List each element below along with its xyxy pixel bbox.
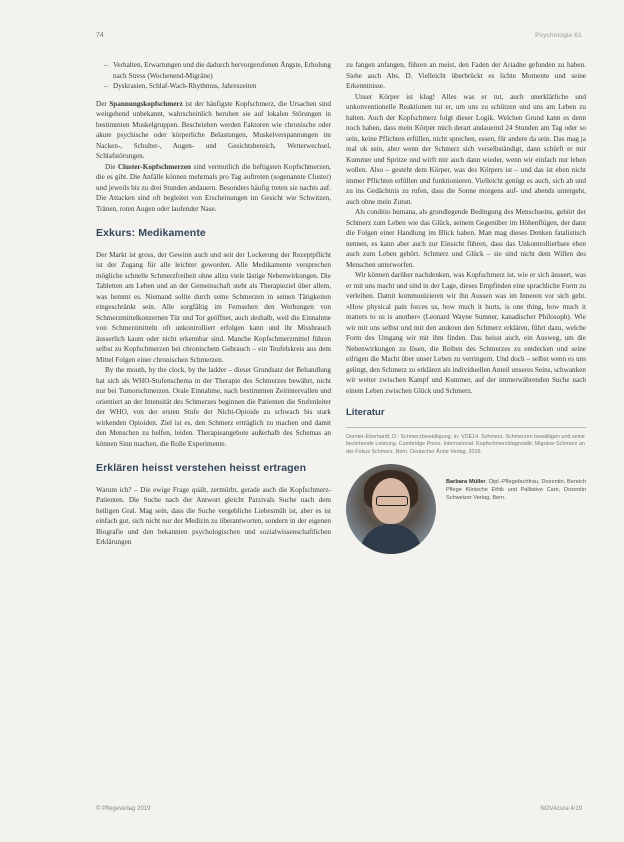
footer-left: © Pflegeverlag 2019	[96, 806, 151, 812]
literature-text: Dornier-Eberhardt, D.: Schmerzbewältigung. In: VDE14. Schmerz. Schmerzen bewältigen und seine beziehende Leistung. Cambridge Press. International. Kopfschmerzdiagnostik: Migräne-Schmerz an der Fokus Schmerz. Bern. Deutscher Ärzte Verlag. 2016.	[346, 433, 585, 455]
paragraph-nachdenken: Wir können darüber nachdenken, was Kopfschmerz ist, wie er sich äussert, was er mit uns macht und sind in der Lage, dieses Empfinden eine sprachliche Form zu verleihen. Damit kommunizieren wir ihn Aussen was im Inneren vor sich geht. »How physical pain forces us, how much it hurts, is one thing, how much it matters to us is another« (Leonard Wayne Sumner, kanadischer Philosoph). Wie wir mit uns selbst und mit den anderen den Schmerz erklären, führt dazu, welche Form des Umgang wir mit ihm finden. Das heisst auch, ein Ausweg, um die Nebenwirkungen zu lösen, die Reiben des Schmerzes zu entdecken und seine eifrigen die Macht über unser Leben zu verringern. Und doch – selbst wenn es uns gelingt, den Schmerz zu erklären als individuellen Anteil unseres Seins, schwanken wir weiter zwischen Kampf und Kummer, auf der immerwährenden Suche nach einem Leben zwischen Glück und Schmerz.	[346, 271, 586, 395]
heading-erklaeren: Erklären heisst verstehen heisst ertragen	[96, 462, 307, 474]
literature-heading: Literatur	[346, 407, 385, 418]
paragraph-who-schema: By the mouth, by the clock, by the ladder – dieser Grundsatz der Behandlung hat sich als WHO-Stufenschema in der Therapie des Schmerzes bewährt, nicht nur bei Tumorschmerzen. Orale Einnahme, nach bestimmten Zeitintervallen und orientiert an der Intensität des Schmerzes beginnen die Patienten die Stufenleiter der WHO, von der ersten Stufe der Nicht-Opioide zu schwach bis stark wirkenden Opioiden. Ziel ist es, den Schmerz erträglich zu machen und damit den Menschen zu helfen, leiden. Therapieangebote außerhalb des Schemas an können Sinn machen, die Rolle Experimente.	[96, 366, 331, 448]
paragraph-koerper: Unser Körper ist klug! Alles was er tut, auch unerklärliche und unkonventionelle Reaktionen tut er, um uns zu schützen und uns am Leben zu halten. Auch der Kopfschmerz folgt dieser Logik. Welchen Grund kann es denn noch haben, dass mein Körper mich derart andauernd 24 Stunden am Tag oder so sein, keine Pflichten erfüllen, nicht sprechen, essen, für andere da sein. Das mag ja mal ok sein, aber wenn der Schmerz sich verselbständigt, dann schürft er mir Kummer und Spritze und wirft mir auch dann wieder, wenn wir einfach nur leben wollen. Also – gesteht dem Körper, was des Körpers ist – und das ist eben nicht immer Pflichten erfüllen und funktionieren. Vielleicht genügt es auch, sich ab und zu ins Gedächtnis zu rufen, dass die Sonne morgens auf- und abends untergeht, auch ohne mein Zutun.	[346, 92, 586, 206]
paragraph-cluster: Die Cluster-Kopfschmerzen sind vermutlich die heftigsten Kopfschmerzen, die es gibt. Die Anfälle können mehrmals pro Tag auftreten (sogenannte Cluster) und jeweils bis zu drei Stunden andauern. Besonders häufig treten sie nachts auf. Die Attacken sind oft begleitet von Erscheinungen im Gesicht wie Schwitzen, Tränen, roten Augen oder laufender Nase.	[96, 162, 331, 213]
running-head: Psychologie 61	[535, 32, 582, 39]
paragraph-conditio-humana: Als conditio humana, als grundlegende Bedingung des Menschseins, gehört der Schmerz zum Leben wie das Glück, seinem Gegenüber im Höhenflügen, der dann die Folgen einer Handlung im Blick haben. Man mag dieses Denken fatalistisch nennen, es kann aber auch zur Einsicht führen, dass das Unkontrollierbare eben auch zum Leben gehört. Schmerz und Glück – sie sind nicht dem Willen des Menschen unterworfen.	[346, 208, 586, 269]
bullet-item: – Dyskrasien, Schlaf-Wach-Rhythmus, Jahreszeiten	[106, 81, 331, 92]
left-column	[96, 60, 331, 548]
author-box	[346, 464, 586, 554]
author-photo	[346, 464, 436, 554]
page-number: 74	[96, 32, 104, 39]
literature-divider	[346, 427, 586, 428]
right-column	[346, 60, 586, 554]
bullet-list	[96, 60, 331, 92]
footer-right: NOVAcura 4/19	[540, 806, 582, 812]
paragraph-warum-ich: Warum ich? – Die ewige Frage quält, zermürbt, gerade auch die Kopfschmerz-Patienten. Die Suche nach der Antwort gleicht Parzivals Suche nach dem heiligen Gral. Mag sein, dass die Suche vergebliche Liebesmüh ist, aber es ist einfach gut, sich nicht nur der Medizin zu überantworten, sondern in der eigenen Biografie und den bekannten psychologischen und sozialwissenschaftlichen Erklärungen	[96, 485, 331, 546]
author-bio: Barbara Müller, Dipl.-Pflegefachfrau, Dozentin, Bereich Pflege Klinische Ethik und Palliative Care, Dozentin Schweizer Verlag, Bern.	[446, 479, 587, 502]
heading-exkurs-medikamente: Exkurs: Medikamente	[96, 227, 206, 239]
bullet-item: – Verhalten, Erwartungen und die dadurch hervorgerufenen Ängste, Erholung nach Stress (Wochenend-Migräne)	[106, 60, 331, 81]
author-name: Barbara Müller	[446, 479, 486, 486]
paragraph-ariadne: zu fangen anfangen, führen an meist, den Faden der Ariadne gefunden zu haben. Siehe auch Abs. D. Vielleicht überbrückt es lichte Momente und seine Erkenntnisse.	[346, 61, 586, 90]
paragraph-medikamente: Der Markt ist gross, der Gewinn auch und seit der Lockerung der Rezeptpflicht ist der Zugang für alle leichter geworden. Alle Medikamente versprechen mögliche schnelle Schmerzfreiheit ohne allzu viele lästige Nebenwirkungen. Die Tabletten am Leben und an der Gemeinschaft steht als Therapieziel über allem, was hemmt es. Niemand sollte durch seine Schmerzen in seinen Tätigkeiten eingeschränkt sein. Alle sorgfältig im Fernsehen den Werbungen von Schmerzmittelkonzernen Tür und Tor geöffnet, auch deshalb, weil die Einnahme von Schmerzmitteln oft unkontrolliert erfolgen kann und ihr Missbrauch äusserlich kaum oder nicht erkennbar sind. Manche Kopfschmerzmittel führen selbst zu Kopfschmerzen bei chronischem Gebrauch – ein Teufelskreis aus dem Mittel Folgen einer chronischen Schmerzen.	[96, 250, 331, 364]
paragraph-spannungskopfschmerz: Der Spannungskopfschmerz ist der häufigste Kopfschmerz, die Ursachen sind weitgehend unbekannt, wahrscheinlich beruhen sie auf lokalen Störungen in bestimmten Muskelgruppen. Beschrieben werden Faktoren wie chronische oder akute psychische oder körperliche Belastungen, Muskelverspannungen im Nacken-, Schulter-, Augen- und Gesichtsbereich, Wetterwechsel, Schlafstörungen.	[96, 99, 331, 160]
